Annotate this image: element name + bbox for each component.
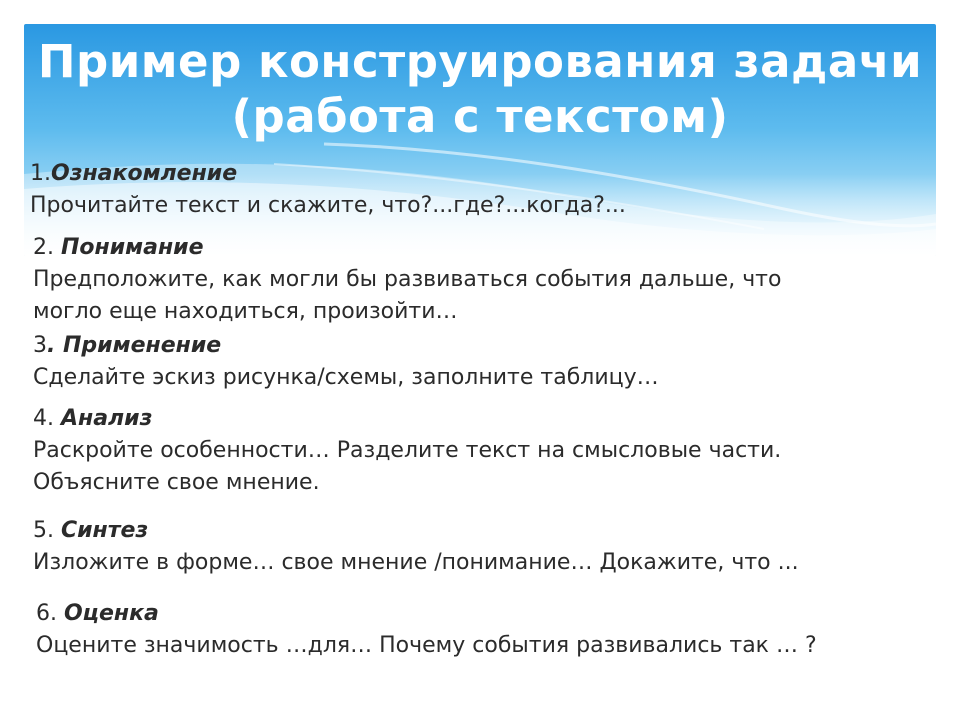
step-number: 3: [33, 333, 47, 358]
step-3-application: [33, 330, 659, 394]
step-5-synthesis: [33, 515, 799, 579]
step-6-evaluation: [36, 598, 817, 662]
title-line-2: (работа с текстом): [231, 90, 729, 143]
step-number: 6.: [36, 601, 64, 626]
step-name: Анализ: [60, 406, 153, 431]
step-heading: [33, 515, 799, 547]
step-number: 2.: [33, 235, 61, 260]
step-name: Оценка: [63, 601, 159, 626]
step-name: Понимание: [60, 235, 204, 260]
step-name: . Применение: [47, 333, 222, 358]
step-text: Объясните свое мнение.: [33, 470, 320, 495]
step-text: могло еще находиться, произойти…: [33, 299, 458, 324]
step-number: 5.: [33, 518, 61, 543]
step-heading: [33, 330, 659, 362]
step-heading: [33, 403, 781, 435]
step-text: Предположите, как могли бы развиваться события дальше, что: [33, 267, 782, 292]
title-line-1: Пример конструирования задачи: [37, 35, 923, 88]
step-text: Оцените значимость …для… Почему события развивались так … ?: [36, 633, 817, 658]
step-2-comprehension: [33, 232, 781, 328]
step-number: 1.: [30, 161, 51, 186]
step-name: Ознакомление: [51, 161, 238, 186]
step-text: Сделайте эскиз рисунка/схемы, заполните таблицу…: [33, 365, 659, 390]
step-heading: [33, 232, 781, 264]
step-text: Изложите в форме… свое мнение /понимание… Докажите, что ...: [33, 550, 799, 575]
step-name: Синтез: [60, 518, 149, 543]
step-1-knowledge: [30, 158, 626, 222]
slide-title: [24, 34, 936, 144]
step-number: 4.: [33, 406, 61, 431]
step-heading: [30, 158, 626, 190]
step-heading: [36, 598, 817, 630]
step-4-analysis: [33, 403, 781, 499]
step-text: Раскройте особенности… Разделите текст на смысловые части.: [33, 438, 782, 463]
step-text: Прочитайте текст и скажите, что?...где?...когда?...: [30, 193, 626, 218]
